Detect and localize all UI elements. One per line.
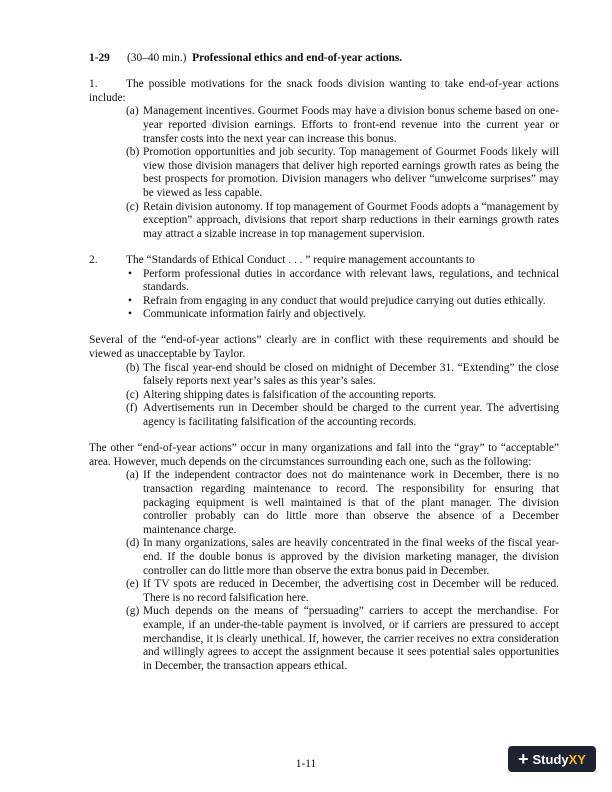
item-label: (c) (126, 200, 139, 213)
item-text: Advertisements run in December should be charged to the current year. The advertising agency is facilitating falsification of the accounting records. (143, 402, 559, 429)
item-text: If the independent contractor does not do maintenance work in December, there is no transaction regarding maintenance to record. The responsibility for ensuring that packaging equipment is well maintained is that of the plant manager. The division controller probably can do little more than observe the absence of a December maintenance charge. (143, 469, 559, 536)
item-text: Retain division autonomy. If top management of Gourmet Foods adopts a “management by exception” approach, divisions that report sharp reductions in their earnings growth rates may attract a sizable increase in top management supervision. (143, 200, 559, 240)
list-item (126, 362, 559, 389)
bullet-text: Communicate information fairly and objectively. (143, 308, 366, 321)
section-2-intro (89, 254, 559, 268)
list-item (126, 389, 559, 403)
conflict-intro: Several of the “end-of-year actions” clearly are in conflict with these requirements and should be viewed as unacceptable by Taylor. (89, 334, 559, 361)
item-label: (a) (126, 105, 139, 118)
plus-icon: + (518, 749, 529, 769)
section-2-intro-text: The “Standards of Ethical Conduct . . . ” require management accountants to (126, 253, 475, 266)
section-2-bullets (89, 268, 559, 322)
section-1-intro-text: The possible motivations for the snack foods division wanting to take end-of-year actions include: (89, 78, 559, 104)
item-text: If TV spots are reduced in December, the advertising cost in December will be reduced. There is no record falsification here. (143, 578, 559, 604)
item-label: (c) (126, 388, 139, 401)
list-item (126, 105, 559, 146)
item-label: (f) (126, 402, 138, 415)
list-item (126, 605, 559, 673)
gray-area-intro: The other “end-of-year actions” occur in many organizations and fall into the “gray” to “acceptable” area. However, much depends on the circumstances surrounding each one, such as the following: (89, 442, 559, 468)
list-item (126, 146, 559, 200)
section-2-number: 2. (89, 253, 98, 266)
brand-accent: XY (568, 751, 586, 767)
item-text: Much depends on the means of “persuading” carriers to accept the merchandise. For example, if an under-the-table payment is involved, or if carriers are pressured to accept merchandise, it is clearly unethical. If, however, the carrier receives no extra consideration and willingly agrees to accept the assignment because it sees potential sales opportunities in December, the transaction appears ethical. (143, 605, 559, 672)
section-1-intro (89, 78, 559, 105)
page-number: 1-11 (295, 758, 317, 770)
conflict-list (89, 362, 559, 430)
item-text: The fiscal year-end should be closed on midnight of December 31. “Extending” the close falsely reports next year’s sales as this year’s sales. (143, 361, 559, 388)
item-label: (b) (126, 361, 140, 374)
list-item (126, 201, 559, 242)
bullet-item (126, 295, 559, 309)
problem-title: Professional ethics and end-of-year actions. (192, 52, 403, 64)
item-text: Promotion opportunities and job security. Top management of Gourmet Foods likely will view those division managers that deliver high reported earnings growth rates as being the best prospects for promotion. Division managers who deliver “unwelcome surprises” may be viewed as less capable. (143, 146, 559, 199)
list-item (126, 578, 559, 605)
item-label: (e) (126, 578, 139, 591)
studyxy-badge[interactable] (508, 746, 596, 772)
bullet-item (126, 308, 559, 322)
bullet-text: Refrain from engaging in any conduct that would prejudice carrying out duties ethically. (143, 294, 546, 307)
item-label: (d) (126, 537, 140, 550)
list-item (126, 469, 559, 537)
item-text: Altering shipping dates is falsification of the accounting reports. (143, 388, 437, 401)
problem-heading (89, 52, 559, 66)
item-text: Management incentives. Gourmet Foods may have a division bonus scheme based on one-year reported division earnings. Efforts to front-end revenue into the current year or transfer costs into the next year can increase this bonus. (143, 105, 559, 145)
document-page (89, 52, 559, 673)
section-1-number: 1. (89, 78, 98, 91)
item-label: (b) (126, 146, 140, 159)
bullet-icon: • (128, 294, 132, 307)
item-label: (g) (126, 605, 140, 618)
section-1-list (89, 105, 559, 241)
bullet-icon: • (128, 308, 132, 321)
list-item (126, 402, 559, 429)
bullet-item (126, 268, 559, 295)
gray-area-list (89, 469, 559, 673)
item-label: (a) (126, 469, 139, 482)
brand-main: Study (532, 751, 569, 767)
bullet-text: Perform professional duties in accordance with relevant laws, regulations, and technical standards. (143, 267, 559, 294)
problem-time: (30–40 min.) (126, 52, 187, 64)
item-text: In many organizations, sales are heavily concentrated in the final weeks of the fiscal year-end. If the double bonus is approved by the division marketing manager, the division controller can do little more than observe the extra bonus paid in December. (143, 537, 559, 577)
bullet-icon: • (128, 267, 132, 280)
list-item (126, 537, 559, 578)
problem-number: 1-29 (89, 52, 110, 64)
